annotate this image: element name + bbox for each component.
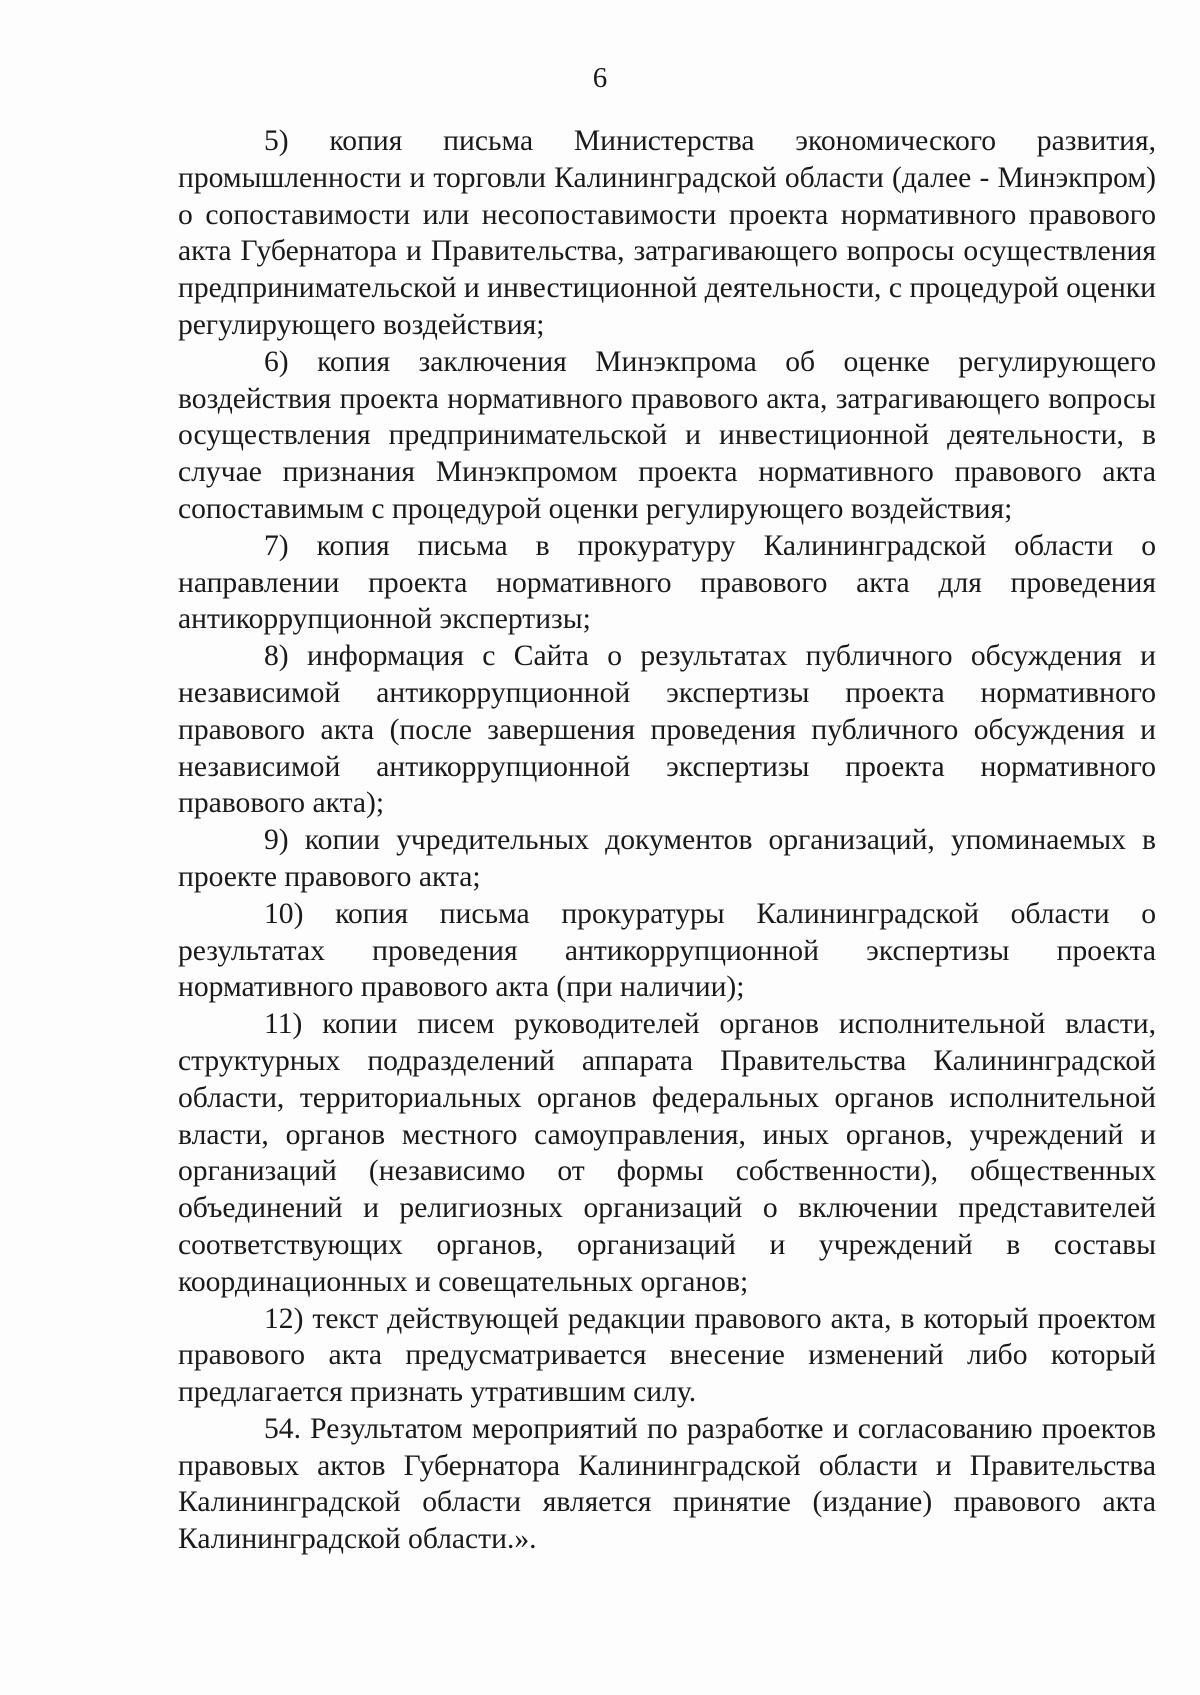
list-item-6: 6) копия заключения Минэкпрома об оценке регулирующего воздействия проекта нормативного правового акта, затрагивающего вопросы осуществления предпринимательской и инвестиционной деятельности, в случае признания Минэкпромом проекта нормативного правового акта сопоставимым с процедурой оценки регулирующего воздействия; bbox=[178, 345, 1156, 525]
list-item-12: 12) текст действующей редакции правового акта, в который проектом правового акта предусматривается внесение изменений либо который предлагается признать утратившим силу. bbox=[178, 1302, 1156, 1409]
document-body bbox=[178, 123, 1156, 1558]
list-item-8: 8) информация с Сайта о результатах публичного обсуждения и независимой антикоррупционной экспертизы проекта нормативного правового акта (после завершения проведения публичного обсуждения и независимой антикоррупционной экспертизы проекта нормативного правового акта); bbox=[178, 640, 1156, 820]
list-item-10: 10) копия письма прокуратуры Калининградской области о результатах проведения антикоррупционной экспертизы проекта нормативного правового акта (при наличии); bbox=[178, 897, 1156, 1004]
list-item-9: 9) копии учредительных документов организаций, упоминаемых в проекте правового акта; bbox=[178, 824, 1156, 893]
list-item-11: 11) копии писем руководителей органов исполнительной власти, структурных подразделений аппарата Правительства Калининградской области, территориальных органов федеральных органов исполнительной власти, органов местного самоуправления, иных органов, учреждений и организаций (независимо от формы собственности), общественных объединений и религиозных организаций о включении представителей соответствующих органов, организаций и учреждений в составы координационных и совещательных органов; bbox=[178, 1008, 1156, 1298]
page-number: 6 bbox=[592, 62, 608, 94]
list-item-5: 5) копия письма Министерства экономического развития, промышленности и торговли Калининградской области (далее - Минэкпром) о сопоставимости или несопоставимости проекта нормативного правового акта Губернатора и Правительства, затрагивающего вопросы осуществления предпринимательской и инвестиционной деятельности, с процедурой оценки регулирующего воздействия; bbox=[178, 125, 1156, 341]
clause-54: 54. Результатом мероприятий по разработке и согласованию проектов правовых актов Губернатора Калининградской области и Правительства Калининградской области является принятие (издание) правового акта Калининградской области.». bbox=[178, 1412, 1156, 1556]
list-item-7: 7) копия письма в прокуратуру Калининградской области о направлении проекта нормативного правового акта для проведения антикоррупционной экспертизы; bbox=[178, 529, 1156, 636]
